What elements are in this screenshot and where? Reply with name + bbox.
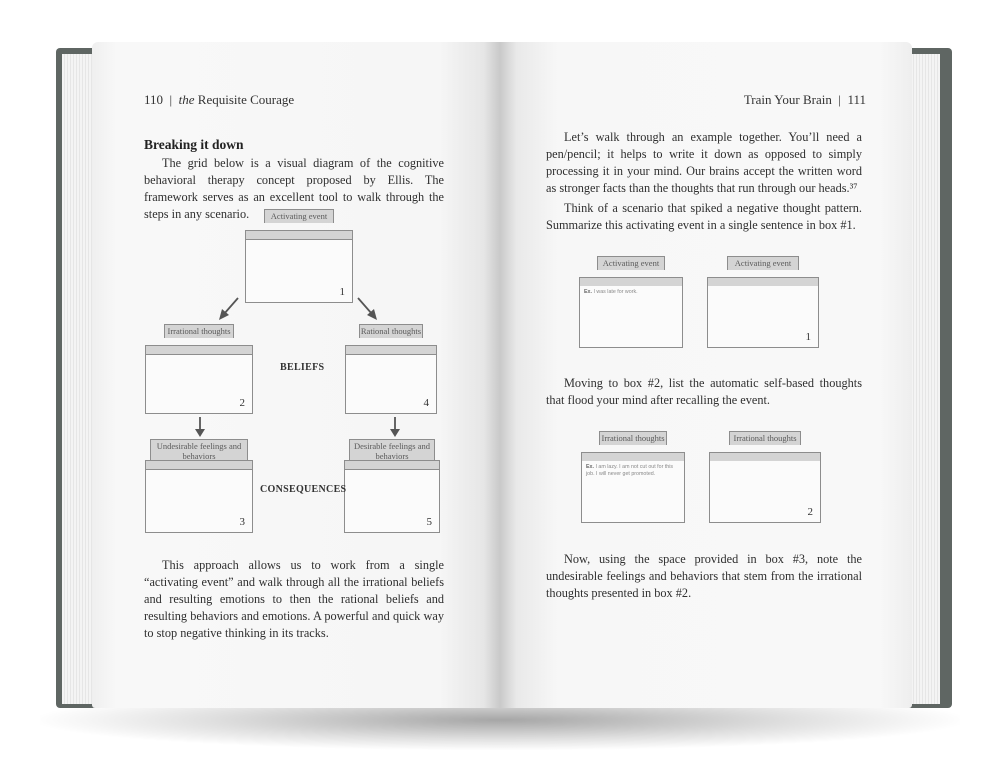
para-box-three: Now, using the space provided in box #3, note the undesirable feelings and behaviors that stem from the irrational thoughts presented in box #2. <box>546 552 862 600</box>
right-page <box>500 42 912 708</box>
box-body <box>145 470 253 533</box>
arrow-down-left-icon <box>216 294 244 322</box>
box-tab: Irrational thoughts <box>599 431 667 445</box>
box-number: 1 <box>339 286 345 298</box>
box-header-band <box>245 230 353 240</box>
box-number: 5 <box>426 516 432 528</box>
example-text: Ex. I am lazy. I am not cut out for this job. I will never get promoted. <box>586 464 674 477</box>
example-box-irrational <box>581 431 685 523</box>
blank-box-irrational <box>709 431 821 523</box>
box-tab: Irrational thoughts <box>164 324 234 338</box>
arrow-down-right-icon <box>352 294 380 322</box>
box-rational-thoughts <box>345 324 437 414</box>
left-running-head <box>144 92 294 108</box>
section-heading: Breaking it down <box>144 137 244 152</box>
box-tab: Activating event <box>597 256 665 270</box>
blank-box-activating <box>707 256 819 348</box>
chapter-title: Train Your Brain <box>743 92 832 107</box>
right-head-separator: | <box>838 92 841 107</box>
beliefs-label: BELIEFS <box>280 362 325 373</box>
book-title-italic: the <box>178 92 195 107</box>
arrow-down-icon <box>192 416 208 438</box>
para-box-two: Moving to box #2, list the automatic self-based thoughts that flood your mind after recalling the event. <box>546 376 862 407</box>
box-tab: Activating event <box>727 256 799 270</box>
box-tab: Activating event <box>264 209 334 223</box>
arrow-down-icon <box>387 416 403 438</box>
para-scenario: Think of a scenario that spiked a negative thought pattern. Summarize this activating event in a single sentence in box #1. <box>546 201 862 232</box>
box-number: 1 <box>805 331 811 343</box>
consequences-label: CONSEQUENCES <box>260 484 347 495</box>
box-number: 2 <box>807 506 813 518</box>
box-number: 4 <box>423 397 429 409</box>
box-number: 2 <box>239 397 245 409</box>
box-header-band <box>145 460 253 470</box>
box-tab: Undesirable feelings and behaviors <box>150 439 248 462</box>
box-activating-event <box>245 209 353 303</box>
box-undesirable-feelings <box>145 439 253 533</box>
book-title-rest: Requisite Courage <box>197 92 295 107</box>
box-body <box>245 240 353 303</box>
box-irrational-thoughts <box>145 324 253 414</box>
left-page-number: 110 <box>144 92 164 107</box>
closing-paragraph: This approach allows us to work from a single “activating event” and walk through all the irrational beliefs and resulting emotions to then the rational beliefs and resulting behaviors and emotions. A powerful and quick way to stop negative thinking in its tracks. <box>144 558 444 640</box>
box-body <box>709 461 821 523</box>
example-box-activating <box>579 256 683 348</box>
box-number: 3 <box>239 516 245 528</box>
box-tab: Irrational thoughts <box>729 431 801 445</box>
example-text: Ex. I was late for work. <box>584 289 638 295</box>
left-head-separator: | <box>169 92 173 107</box>
left-page <box>92 42 500 708</box>
box-body <box>581 461 685 523</box>
right-running-head <box>744 92 866 108</box>
box-tab: Rational thoughts <box>360 326 422 336</box>
box-header-band <box>145 345 253 355</box>
box-body <box>145 355 253 414</box>
box-body <box>707 286 819 348</box>
box-tab: Desirable feelings and behaviors <box>349 439 435 462</box>
intro-paragraph: The grid below is a visual diagram of the cognitive behavioral therapy concept proposed by Ellis. The framework serves as an excellent tool to walk through the steps in any scenario. <box>144 156 444 221</box>
box-header-band <box>345 345 437 355</box>
box-header-band <box>344 460 440 470</box>
para-walkthrough: Let’s walk through an example together. You’ll need a pen/pencil; it helps to write it down as opposed to simply processing it in your mind. Our brains accept the written word as stronger facts than the thoughts that run through our heads.³⁷ <box>546 130 862 195</box>
box-desirable-feelings <box>344 439 440 533</box>
box-body <box>579 286 683 348</box>
right-page-number: 111 <box>847 92 866 107</box>
page-edges-left <box>62 54 96 704</box>
